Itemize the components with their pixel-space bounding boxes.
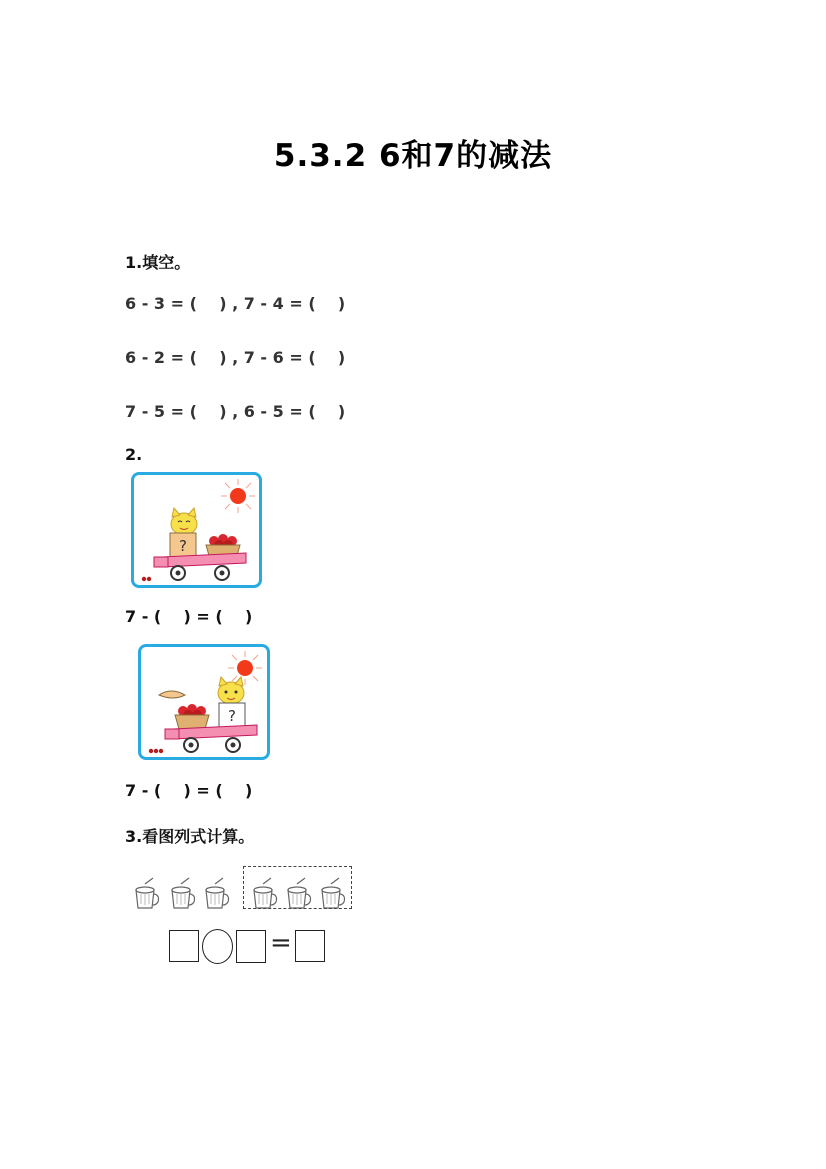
cart-scene-1 (134, 475, 259, 585)
q1-line-3: 7 - 5 = ( ) , 6 - 5 = ( ) (125, 402, 346, 421)
q2-formula-1: 7 - ( ) = ( ) (125, 607, 253, 626)
operator-oval[interactable] (202, 929, 233, 964)
answer-box-2[interactable] (236, 930, 266, 963)
question-3-heading: 3.看图列式计算。 (125, 827, 255, 846)
q1-line-1: 6 - 3 = ( ) , 7 - 4 = ( ) (125, 294, 346, 313)
question-box-icon (219, 703, 245, 727)
question-2-heading: 2. (125, 445, 143, 464)
page-title: 5.3.2 6和7的减法 (273, 138, 553, 174)
question-1-heading: 1.填空。 (125, 253, 191, 272)
q2-formula-2: 7 - ( ) = ( ) (125, 781, 253, 800)
sun-icon (228, 651, 262, 685)
tiger-icon (218, 677, 244, 704)
answer-box-1[interactable] (169, 930, 199, 962)
cup-icon (206, 878, 229, 908)
cart-icon (165, 725, 257, 752)
q1-line-2: 6 - 2 = ( ) , 7 - 6 = ( ) (125, 348, 346, 367)
dots-icon (142, 577, 151, 581)
bird-icon (159, 691, 185, 698)
cup-icon (136, 878, 159, 908)
tiger-icon (171, 508, 197, 535)
cart-icon (154, 553, 246, 580)
cup-icon (172, 878, 195, 908)
answer-box-result[interactable] (295, 930, 325, 962)
svg-text:?: ? (179, 537, 187, 555)
dots-icon (149, 749, 163, 753)
question-box-icon (170, 533, 196, 557)
cart-scene-2 (141, 647, 267, 757)
equals-sign: = (270, 928, 292, 958)
apple-basket-icon (175, 704, 209, 729)
q2-picture-1 (131, 472, 262, 588)
sun-icon (221, 479, 255, 513)
dashed-group-box (243, 866, 352, 909)
q2-picture-2 (138, 644, 270, 760)
svg-text:?: ? (228, 707, 236, 725)
